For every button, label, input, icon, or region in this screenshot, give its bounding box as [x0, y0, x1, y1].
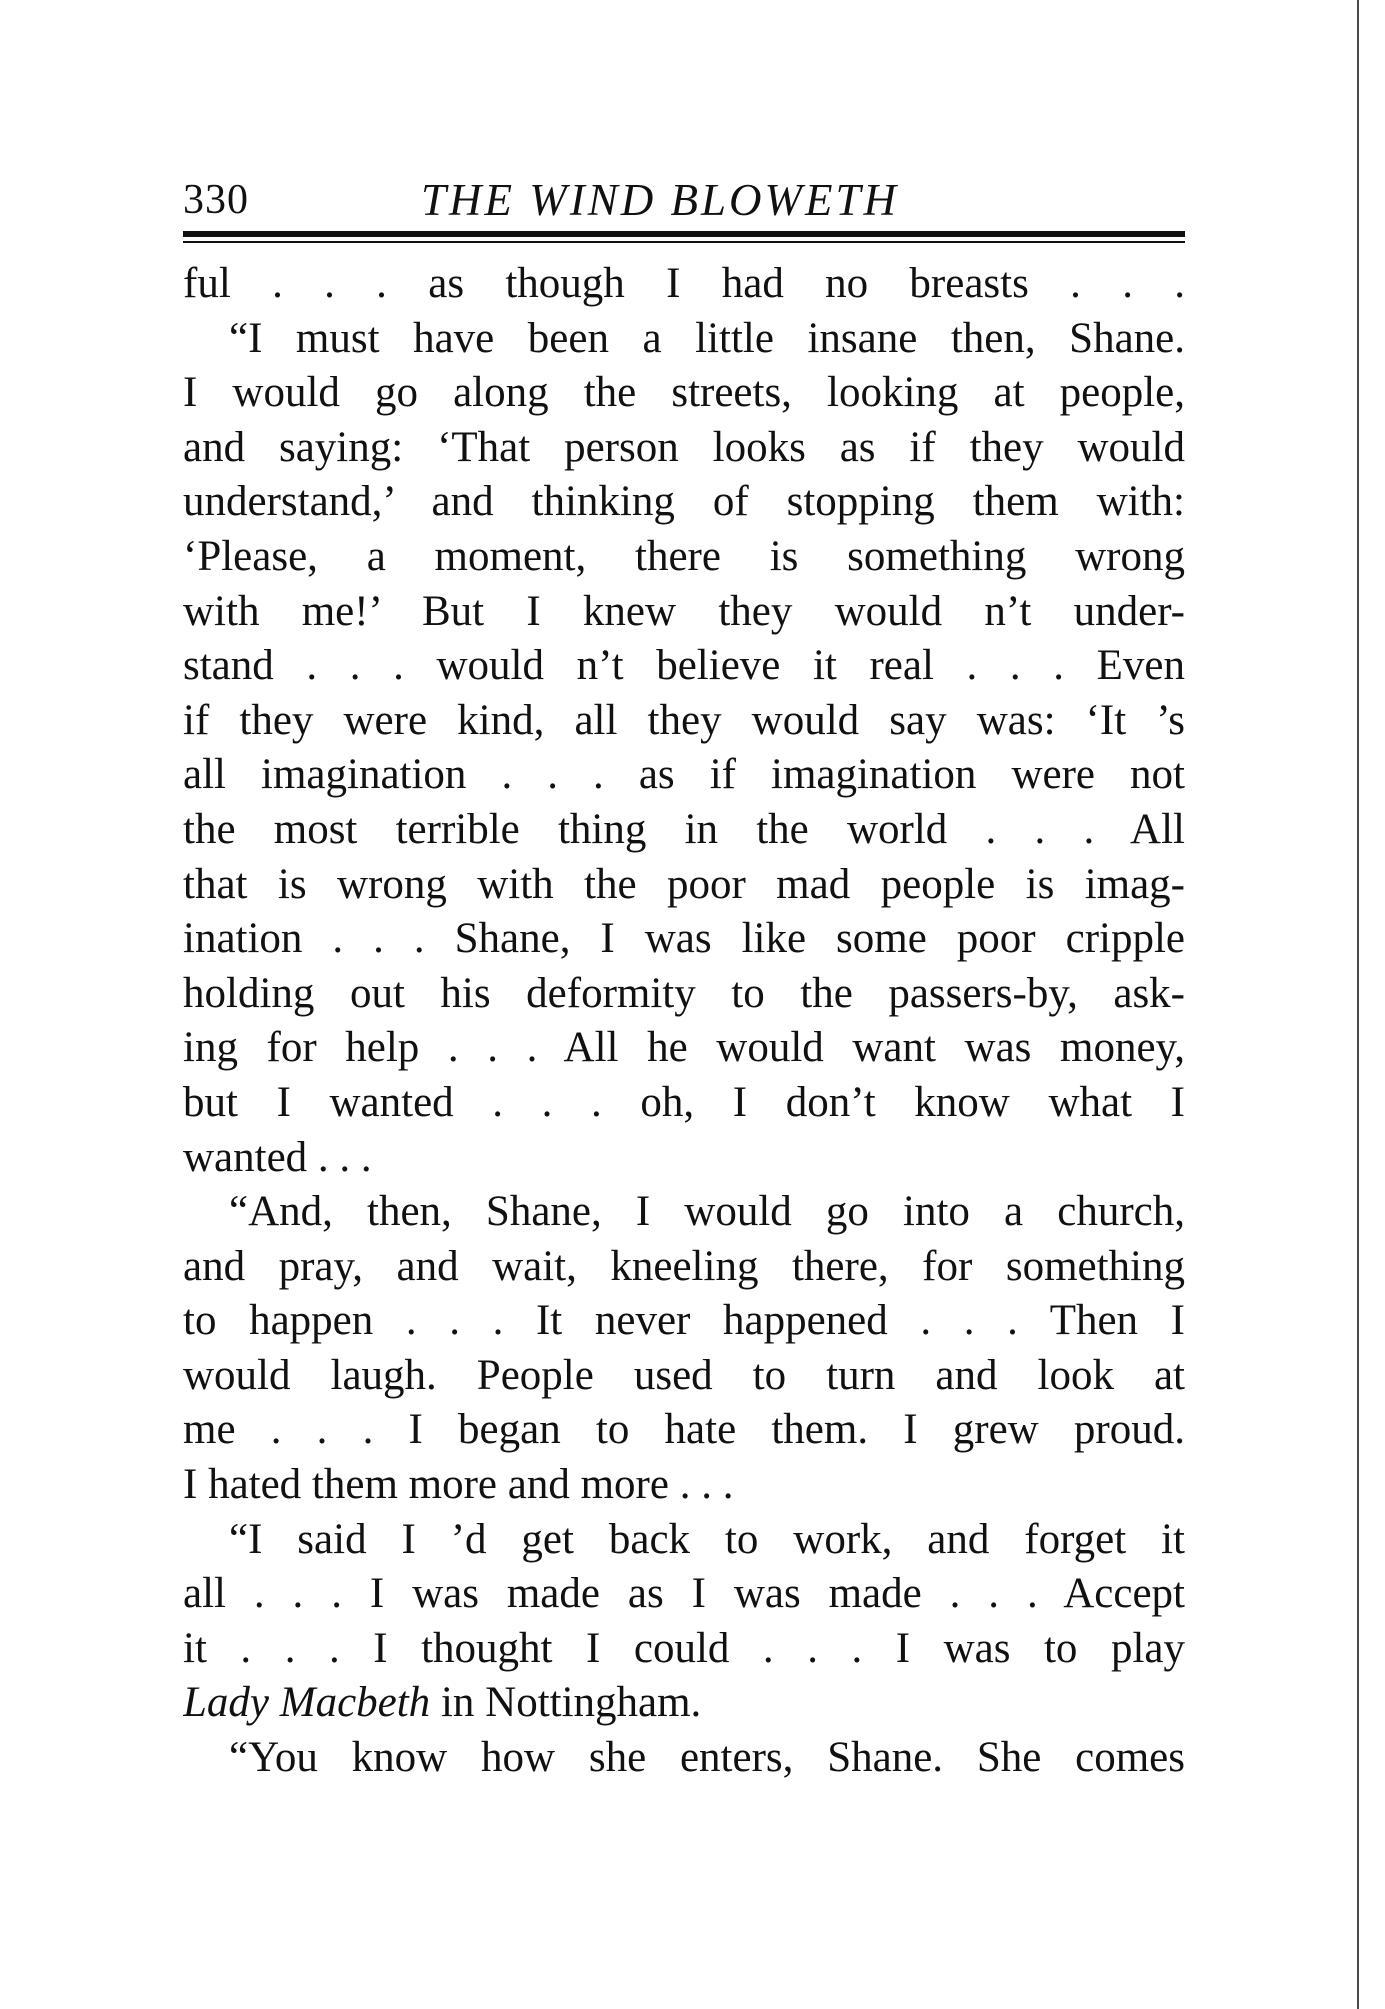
text-fragment: in Nottingham.: [430, 1679, 702, 1727]
italic-play-title: Lady Macbeth: [183, 1679, 431, 1727]
text-line: if they were kind, all they would say was: ‘It ’s: [183, 696, 1185, 744]
text-line: I would go along the streets, looking at people,: [183, 369, 1185, 417]
page-edge-line: [1357, 0, 1359, 2009]
text-line: it . . . I thought I could . . . I was to play: [183, 1624, 1185, 1672]
page-number: 330: [183, 177, 249, 223]
text-line: me . . . I began to hate them. I grew proud.: [183, 1406, 1185, 1454]
text-line: but I wanted . . . oh, I don’t know what I: [183, 1078, 1185, 1126]
text-line: stand . . . would n’t believe it real . . . Even: [183, 642, 1185, 690]
text-line: to happen . . . It never happened . . . Then I: [183, 1297, 1185, 1345]
text-line: ing for help . . . All he would want was money,: [183, 1024, 1185, 1072]
text-line: and pray, and wait, kneeling there, for something: [183, 1242, 1185, 1290]
text-line: ful . . . as though I had no breasts . . .: [183, 260, 1185, 307]
text-line: ‘Please, a moment, there is something wrong: [183, 532, 1185, 580]
text-line: understand,’ and thinking of stopping them with:: [183, 478, 1185, 526]
text-line: “I said I ’d get back to work, and forget it: [229, 1515, 1185, 1563]
running-header: [183, 170, 1185, 230]
body-text: [183, 257, 1185, 1786]
text-line: and saying: ‘That person looks as if they would: [183, 423, 1185, 471]
text-line: the most terrible thing in the world . . . All: [183, 805, 1185, 853]
text-line: with me!’ But I knew they would n’t under-: [183, 587, 1185, 635]
text-line: would laugh. People used to turn and look at: [183, 1351, 1185, 1399]
text-line: “You know how she enters, Shane. She comes: [229, 1734, 1185, 1782]
header-rule-thin: [183, 241, 1185, 243]
text-line: all imagination . . . as if imagination were not: [183, 751, 1185, 799]
text-line: that is wrong with the poor mad people is imag-: [183, 860, 1185, 908]
text-line-with-italic: [183, 1676, 1185, 1731]
text-line: all . . . I was made as I was made . . . Accept: [183, 1570, 1185, 1618]
text-line: I hated them more and more . . .: [183, 1461, 734, 1509]
text-line: holding out his deformity to the passers-by, ask-: [183, 969, 1185, 1017]
header-rule-thick: [183, 231, 1185, 237]
text-line: “And, then, Shane, I would go into a church,: [229, 1188, 1185, 1236]
text-line: wanted . . .: [183, 1133, 372, 1181]
running-title: THE WIND BLOWETH: [421, 175, 900, 225]
text-line: ination . . . Shane, I was like some poor cripple: [183, 915, 1185, 963]
text-line: “I must have been a little insane then, Shane.: [229, 314, 1185, 362]
